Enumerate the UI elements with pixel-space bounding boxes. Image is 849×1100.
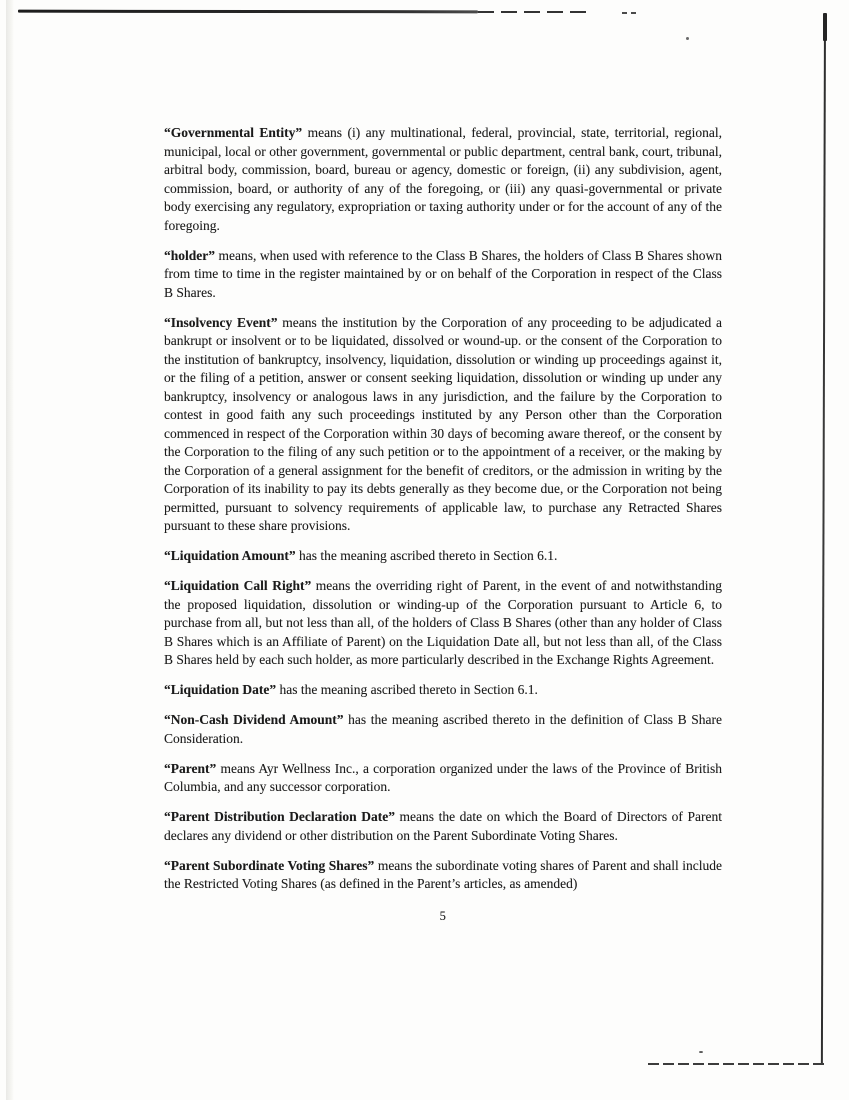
definition-liquidation-date: [164, 681, 722, 700]
definition-liquidation-call-right: [164, 577, 722, 670]
definition-body: means the date on which the Board of Directors of Parent declares any dividend or other distribution on the Parent Subordinate Voting Shares.: [164, 809, 722, 843]
scan-artifact-right-edge-blob: [823, 13, 827, 41]
definition-insolvency-event: [164, 314, 722, 536]
scan-artifact-right-edge-line: [821, 13, 826, 1065]
definitions-text-column: [164, 124, 722, 925]
defined-term: “Parent Distribution Declaration Date”: [164, 809, 395, 824]
definition-parent-subordinate-voting-shares: [164, 857, 722, 894]
scan-artifact-bottom-line: [648, 1063, 826, 1065]
definition-holder: [164, 247, 722, 303]
definition-body: means the subordinate voting shares of Parent and shall include the Restricted Voting Shares (as defined in the Parent’s articles, as amended): [164, 857, 722, 891]
defined-term: “Insolvency Event”: [164, 314, 278, 330]
defined-term: “Liquidation Date”: [164, 682, 277, 697]
definition-body: has the meaning ascribed thereto in Section 6.1.: [295, 548, 558, 563]
definition-liquidation-amount: [164, 547, 722, 566]
definition-body: means the overriding right of Parent, in the event of and notwithstanding the proposed liquidation, dissolution or winding-up of the Corporation pursuant to Article 6, to purchase from all, but not less than all, of the holders of Class B Shares (other than any holder of Class B Shares which is an Affiliate of Parent) on the Liquidation Date all, but not less than all, of the Class B Shares held by each such holder, as more particularly described in the Exchange Rights Agreement.: [164, 578, 722, 667]
defined-term: “Liquidation Amount”: [164, 548, 296, 563]
scan-artifact-speck: [686, 37, 689, 40]
defined-term: “Parent”: [164, 760, 217, 776]
defined-term: “holder”: [164, 247, 216, 263]
scan-artifact-top-line-dashes: [478, 11, 588, 13]
definition-body: means (i) any multinational, federal, provincial, state, territorial, regional, municipal, local or other government, governmental or public department, central bank, court, tribunal, arbitral body, commission, board, bureau or agency, domestic or foreign, (ii) any subdivision, agent, commission, board, or authority of any of the foregoing, or (iii) any quasi-governmental or private body exercising any regulatory, expropriation or taxing authority under or for the account of any of the foregoing.: [164, 125, 722, 233]
definition-governmental-entity: [164, 124, 722, 235]
page-number: 5: [439, 908, 447, 923]
scan-artifact-top-line: [18, 10, 478, 14]
scan-artifact-left-edge: [6, 0, 14, 1100]
defined-term: “Non-Cash Dividend Amount”: [164, 712, 344, 727]
definition-non-cash-dividend-amount: [164, 711, 722, 748]
scan-artifact-speck: [699, 1051, 703, 1053]
definition-parent-distribution-declaration-date: [164, 808, 722, 845]
definition-parent: [164, 760, 722, 797]
scan-artifact-top-line-tail: [622, 12, 640, 14]
defined-term: “Parent Subordinate Voting Shares”: [164, 857, 375, 873]
definition-body: has the meaning ascribed thereto in the definition of Class B Share Consideration.: [164, 712, 722, 746]
definition-body: means the institution by the Corporation of any proceeding to be adjudicated a bankrupt or insolvent or to be liquidated, dissolved or wound-up. or the consent of the Corporation to the institution of bankruptcy, insolvency, liquidation, dissolution or winding up proceedings against it, or the filing of a petition, answer or consent seeking liquidation, dissolution or winding up under any bankruptcy, insolvency or analogous laws in any jurisdiction, and the failure by the Corporation to contest in good faith any such proceedings instituted by any Person other than the Corporation commenced in respect of the Corporation within 30 days of becoming aware thereof, or the consent by the Corporation to the filing of any such petition or to the appointment of a receiver, or the making by the Corporation of a general assignment for the benefit of creditors, or the admission in writing by the Corporation of its inability to pay its debts generally as they become due, or the Corporation not being permitted, pursuant to solvency requirements of applicable law, to purchase any Retracted Shares pursuant to these share provisions.: [164, 314, 722, 533]
definition-body: has the meaning ascribed thereto in Section 6.1.: [276, 682, 538, 697]
definition-body: means, when used with reference to the Class B Shares, the holders of Class B Shares shown from time to time in the register maintained by or on behalf of the Corporation in respect of the Class B Shares.: [164, 247, 722, 300]
defined-term: “Governmental Entity”: [164, 125, 303, 140]
definition-body: means Ayr Wellness Inc., a corporation organized under the laws of the Province of British Columbia, and any successor corporation.: [164, 760, 722, 794]
defined-term: “Liquidation Call Right”: [164, 578, 312, 593]
